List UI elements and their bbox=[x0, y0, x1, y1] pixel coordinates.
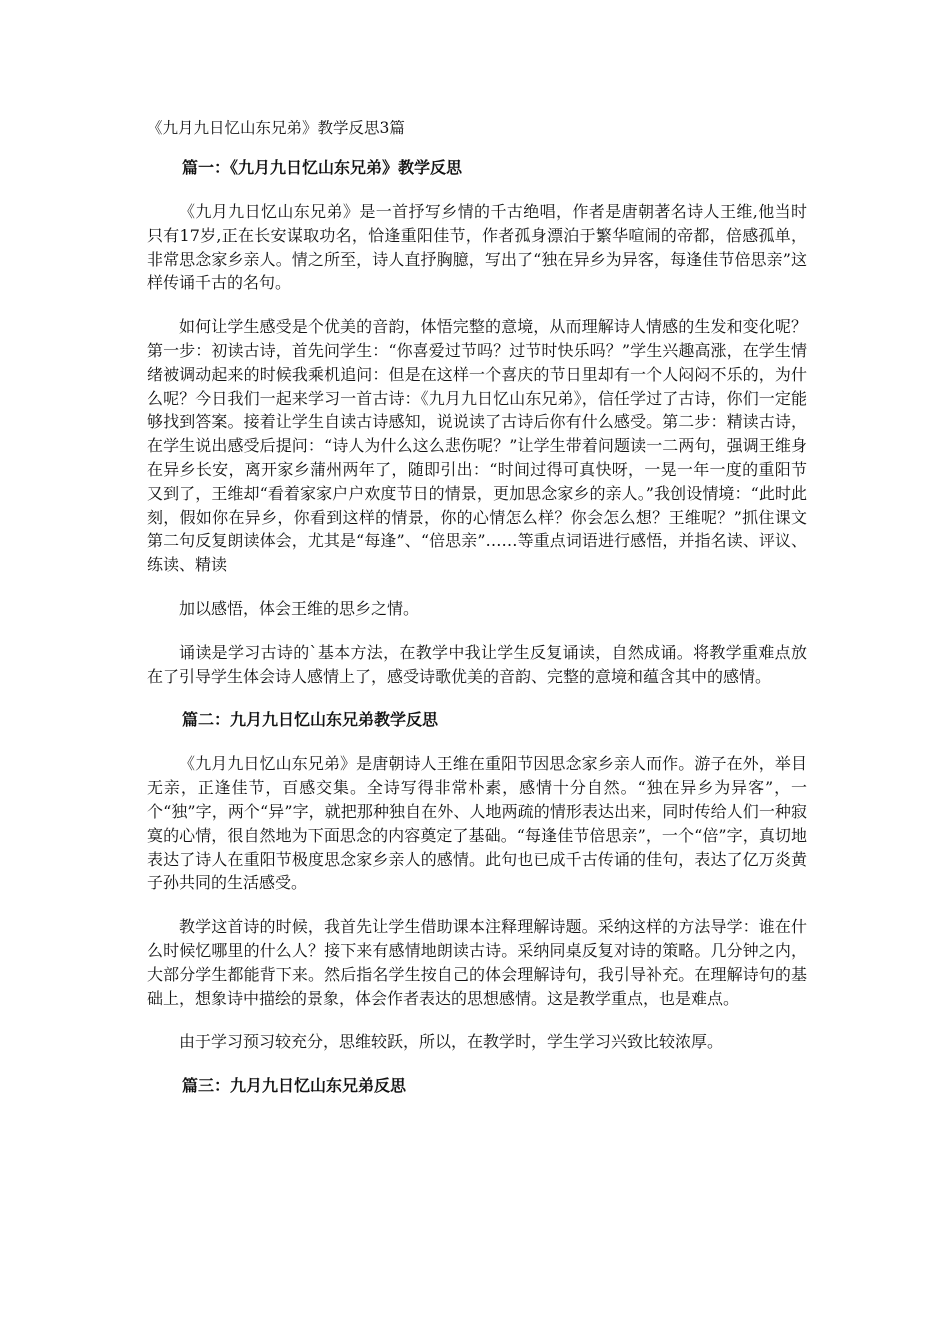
paragraph: 加以感悟，体会王维的思乡之情。 bbox=[179, 598, 420, 618]
paragraph: 《九月九日忆山东兄弟》是唐朝诗人王维在重阳节因思念家乡亲人而作。游子在外，举目无亲，正逢佳节，百感交集。全诗写得非常朴素，感情十分自然。“独在异乡为异客”，一个“独”字，两个“异”字，就把那种独自在外、人地两疏的情形表达出来，同时传给人们一种寂寞的心情，很自然地为下面思念的内容奠定了基础。“每逢佳节倍思亲”，一个“倍”字，真切地表达了诗人在重阳节极度思念家乡亲人的感情。此句也已成千古传诵的佳句，表达了亿万炎黄子孙共同的生活感受。 bbox=[147, 754, 807, 893]
document-body bbox=[147, 156, 807, 1118]
section-heading: 篇二：九月九日忆山东兄弟教学反思 bbox=[182, 710, 439, 730]
section-heading: 篇三：九月九日忆山东兄弟反思 bbox=[182, 1076, 407, 1096]
section-3 bbox=[147, 1074, 807, 1098]
paragraph: 由于学习预习较充分，思维较跃，所以，在教学时，学生学习兴致比较浓厚。 bbox=[179, 1032, 724, 1052]
paragraph: 如何让学生感受是个优美的音韵，体悟完整的意境，从而理解诗人情感的生发和变化呢？第一步：初读古诗，首先问学生：“你喜爱过节吗？过节时快乐吗？”学生兴趣高涨，在学生情绪被调动起来的时候我乘机追问：但是在这样一个喜庆的节日里却有一个人闷闷不乐的，为什么呢？今日我们一起来学习一首古诗：《九月九日忆山东兄弟》，信任学过了古诗，你们一定能够找到答案。接着让学生自读古诗感知，说说读了古诗后你有什么感受。第二步：精读古诗，在学生说出感受后提问：“诗人为什么这么悲伤呢？”让学生带着问题读一二两句，强调王维身在异乡长安，离开家乡蒲州两年了，随即引出：“时间过得可真快呀，一晃一年一度的重阳节又到了，王维却“看着家家户户欢度节日的情景，更加思念家乡的亲人。”我创设情境：“此时此刻，假如你在异乡，你看到这样的情景，你的心情怎么样？你会怎么想？王维呢？”抓住课文第二句反复朗读体会，尤其是“每逢”、“倍思亲”……等重点词语进行感悟，并指名读、评议、练读、精读 bbox=[147, 317, 807, 575]
paragraph: 《九月九日忆山东兄弟》是一首抒写乡情的千古绝唱，作者是唐朝著名诗人王维,他当时只有17岁,正在长安谋取功名，恰逢重阳佳节，作者孤身漂泊于繁华喧闹的帝都，倍感孤单，非常思念家乡亲人。情之所至，诗人直抒胸臆，写出了“独在异乡为异客，每逢佳节倍思亲”这样传诵千古的名句。 bbox=[147, 202, 807, 293]
section-2 bbox=[147, 708, 807, 1054]
section-1 bbox=[147, 156, 807, 688]
paragraph: 教学这首诗的时候，我首先让学生借助课本注释理解诗题。采纳这样的方法导学：谁在什么时候忆哪里的什么人？接下来有感情地朗读古诗。采纳同桌反复对诗的策略。几分钟之内，大部分学生都能背下来。然后指名学生按自己的体会理解诗句，我引导补充。在理解诗句的基础上，想象诗中描绘的景象，体会作者表达的思想感情。这是教学重点，也是难点。 bbox=[147, 917, 807, 1008]
paragraph: 诵读是学习古诗的`基本方法，在教学中我让学生反复诵读，自然成诵。将教学重难点放在了引导学生体会诗人感情上了，感受诗歌优美的音韵、完整的意境和蕴含其中的感情。 bbox=[147, 642, 807, 686]
document-title: 《九月九日忆山东兄弟》教学反思3篇 bbox=[147, 119, 405, 137]
section-heading: 篇一：《九月九日忆山东兄弟》教学反思 bbox=[182, 158, 463, 177]
